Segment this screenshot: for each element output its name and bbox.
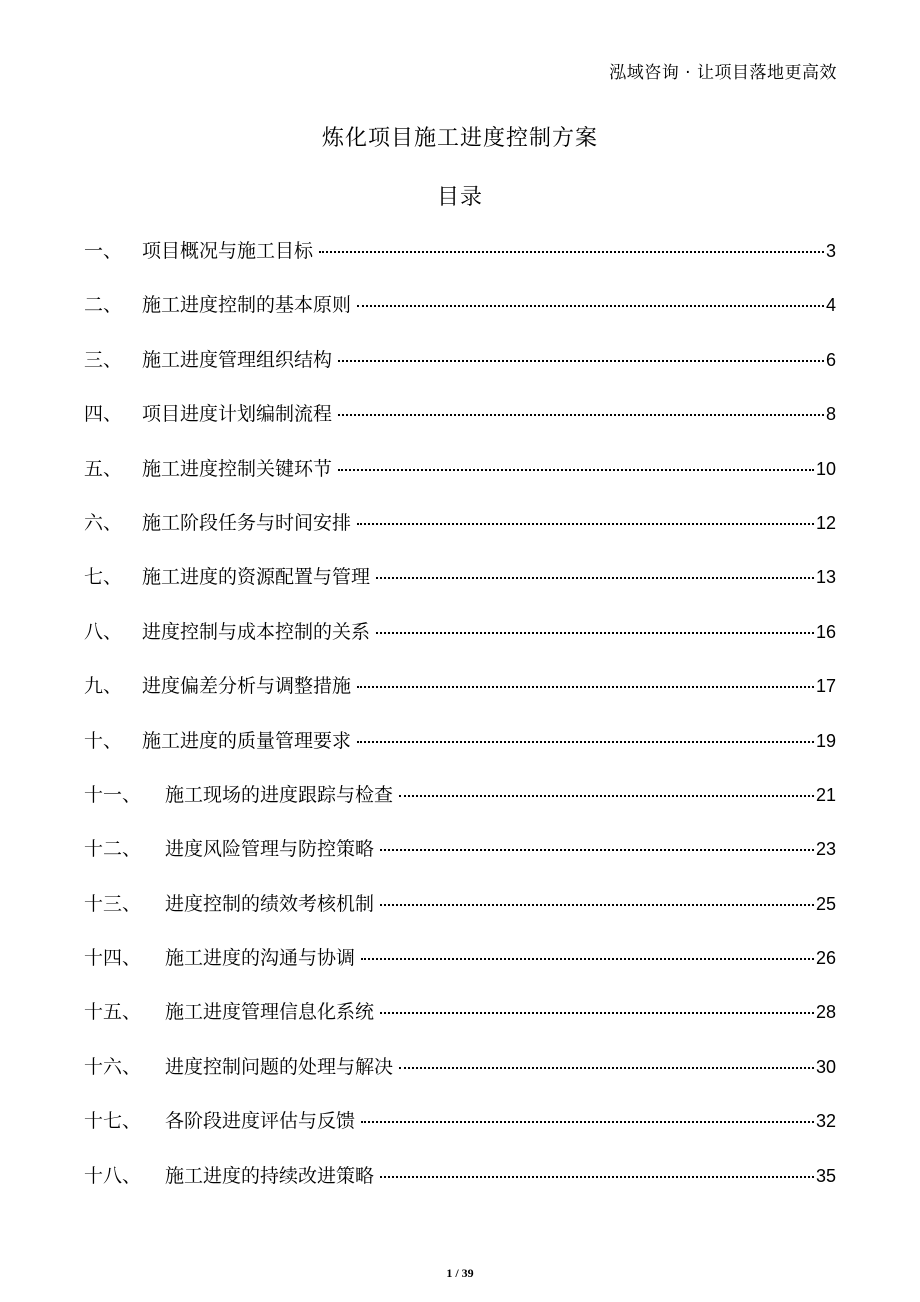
page-number-footer: 1 / 39 [446, 1266, 474, 1280]
toc-entry-title: 项目进度计划编制流程 [142, 403, 333, 426]
toc-entry[interactable] [84, 671, 836, 725]
toc-entry-number: 四、 [84, 403, 123, 426]
toc-entry-page: 28 [815, 1002, 836, 1023]
toc-entry[interactable] [84, 508, 836, 562]
toc-entry-number: 一、 [84, 240, 123, 262]
toc-entry-page: 12 [815, 512, 836, 533]
toc-dot-leader [319, 251, 824, 253]
toc-entry-title: 施工进度管理信息化系统 [165, 1001, 375, 1024]
toc-entry[interactable] [84, 1106, 836, 1160]
toc-entry[interactable] [84, 834, 836, 888]
toc-entry-number: 十二、 [84, 838, 142, 861]
toc-dot-leader [380, 849, 814, 851]
toc-entry[interactable] [84, 236, 836, 290]
document-title: 炼化项目施工进度控制方案 [321, 126, 598, 151]
toc-entry[interactable] [84, 726, 836, 780]
toc-entry[interactable] [84, 617, 836, 671]
toc-entry-number: 十六、 [84, 1055, 142, 1078]
toc-entry-title: 施工进度控制关键环节 [142, 457, 333, 480]
toc-entry-page: 8 [825, 404, 836, 425]
toc-entry-page: 4 [825, 295, 836, 316]
toc-entry[interactable] [84, 399, 836, 453]
toc-entry-page: 16 [815, 621, 836, 642]
toc-entry[interactable] [84, 997, 836, 1051]
toc-entry-title: 施工进度控制的基本原则 [142, 294, 352, 317]
toc-entry-title: 施工进度的资源配置与管理 [142, 566, 371, 589]
toc-entry-title: 进度控制问题的处理与解决 [165, 1055, 394, 1078]
toc-entry-page: 6 [825, 349, 836, 370]
toc-entry-page: 10 [815, 458, 836, 479]
toc-entry-number: 十一、 [84, 783, 142, 806]
toc-entry-page: 19 [815, 730, 836, 751]
toc-entry-title: 施工进度的质量管理要求 [142, 729, 352, 752]
toc-entry-page: 35 [815, 1165, 836, 1186]
toc-entry-number: 十七、 [84, 1110, 142, 1133]
toc-dot-leader [338, 414, 824, 416]
toc-entry-number: 十四、 [84, 947, 142, 970]
toc-entry-page: 25 [815, 893, 836, 914]
toc-entry-page: 32 [815, 1111, 836, 1132]
toc-entry-number: 六、 [84, 511, 123, 534]
toc-entry-title: 施工阶段任务与时间安排 [142, 511, 352, 534]
toc-dot-leader [380, 1012, 814, 1014]
toc-entry-page: 26 [815, 948, 836, 969]
toc-entry[interactable] [84, 780, 836, 834]
toc-entry-number: 二、 [84, 294, 123, 317]
toc-entry-page: 23 [815, 839, 836, 860]
toc-entry-title: 施工进度的持续改进策略 [165, 1164, 375, 1187]
toc-entry-number: 七、 [84, 566, 123, 589]
toc-entry-page: 21 [815, 784, 836, 805]
toc-entry[interactable] [84, 345, 836, 399]
toc-entry-title: 进度风险管理与防控策略 [165, 838, 375, 861]
toc-dot-leader [357, 305, 824, 307]
toc-dot-leader [399, 1067, 814, 1069]
toc-entry[interactable] [84, 562, 836, 616]
toc-entry-number: 五、 [84, 457, 123, 480]
toc-dot-leader [357, 686, 814, 688]
toc-entry-number: 十五、 [84, 1001, 142, 1024]
toc-heading: 目录 [436, 185, 483, 210]
toc-dot-leader [357, 741, 814, 743]
toc-entry-page: 17 [815, 676, 836, 697]
toc-entry-title: 进度控制与成本控制的关系 [142, 620, 371, 643]
toc-entry[interactable] [84, 943, 836, 997]
toc-dot-leader [338, 469, 814, 471]
toc-entry-number: 三、 [84, 348, 123, 371]
toc-entry-number: 八、 [84, 620, 123, 643]
toc-entry[interactable] [84, 454, 836, 508]
toc-dot-leader [357, 523, 814, 525]
table-of-contents [84, 236, 836, 1215]
toc-dot-leader [338, 360, 824, 362]
toc-entry-title: 进度偏差分析与调整措施 [142, 675, 352, 698]
toc-dot-leader [380, 1176, 814, 1178]
toc-entry-title: 施工进度管理组织结构 [142, 348, 333, 371]
toc-entry-page: 3 [825, 241, 836, 261]
toc-entry-page: 13 [815, 567, 836, 588]
toc-entry-number: 九、 [84, 675, 123, 698]
toc-entry-number: 十、 [84, 729, 123, 752]
toc-dot-leader [399, 795, 814, 797]
toc-entry[interactable] [84, 1052, 836, 1106]
toc-dot-leader [380, 904, 814, 906]
toc-dot-leader [376, 632, 814, 634]
toc-entry-title: 进度控制的绩效考核机制 [165, 892, 375, 915]
toc-entry-title: 各阶段进度评估与反馈 [165, 1110, 356, 1133]
toc-entry-title: 项目概况与施工目标 [142, 240, 314, 262]
toc-entry-title: 施工现场的进度跟踪与检查 [165, 783, 394, 806]
header-brand: 泓域咨询 · 让项目落地更高效 [609, 63, 837, 83]
toc-dot-leader [376, 577, 814, 579]
toc-entry[interactable] [84, 889, 836, 943]
toc-dot-leader [361, 1121, 814, 1123]
toc-entry-title: 施工进度的沟通与协调 [165, 947, 356, 970]
toc-entry-page: 30 [815, 1056, 836, 1077]
toc-entry-number: 十三、 [84, 892, 142, 915]
toc-entry-number: 十八、 [84, 1164, 142, 1187]
toc-entry[interactable] [84, 1161, 836, 1215]
toc-entry[interactable] [84, 290, 836, 344]
toc-dot-leader [361, 958, 814, 960]
